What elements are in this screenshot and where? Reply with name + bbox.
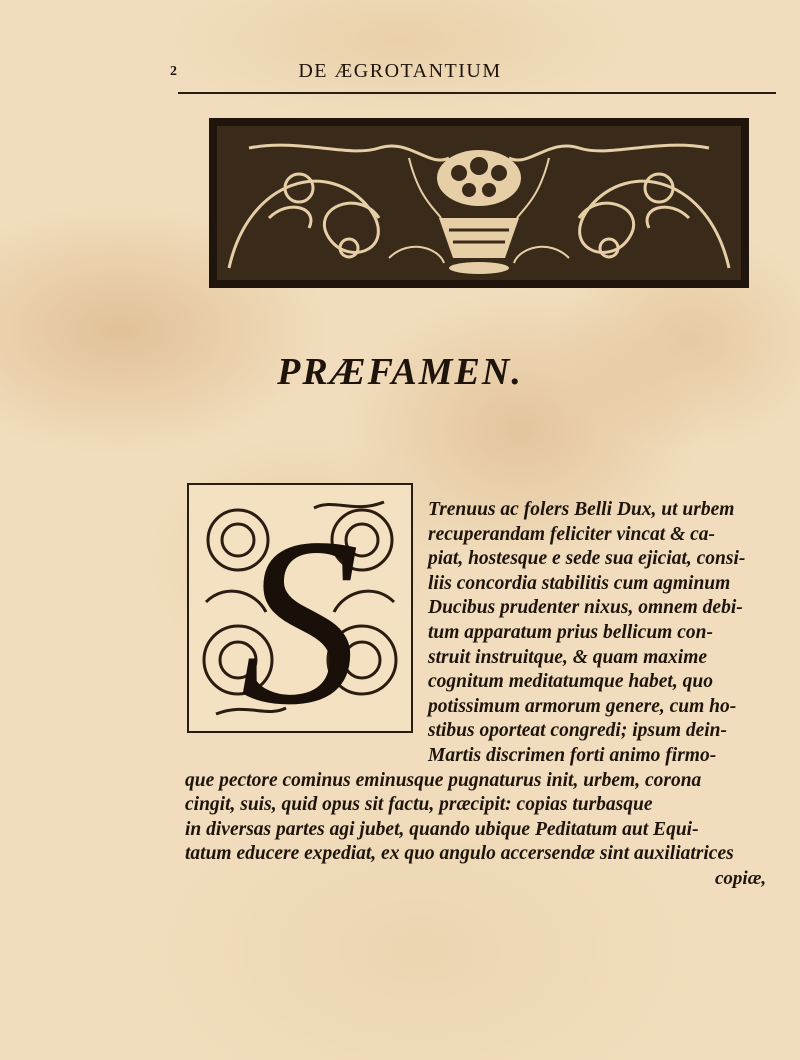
text-line: Martis discrimen forti animo firmo- — [428, 745, 717, 766]
text-line: copiæ, — [715, 868, 767, 889]
text-line: recuperandam feliciter vincat & ca- — [428, 523, 716, 545]
text-line: que pectore cominus eminusque pugnaturus init, urbem, corona — [185, 769, 702, 791]
text-line: cognitum meditatumque habet, quo — [428, 671, 713, 693]
decorated-initial-s — [186, 482, 414, 734]
text-line: struit instruitque, & quam maxime — [428, 646, 708, 668]
text-line: potissimum armorum genere, cum ho- — [428, 695, 737, 717]
text-line: liis concordia stabilitis cum agminum — [428, 572, 731, 594]
text-line: stibus oporteat congredi; ipsum dein- — [428, 720, 728, 742]
initial-letter: S — [240, 488, 360, 734]
header-rule — [178, 92, 776, 94]
text-line: cingit, suis, quid opus sit factu, præcipit: copias turbasque — [185, 794, 653, 816]
running-head: DE ÆGROTANTIUM — [298, 60, 502, 82]
ornamental-headpiece — [209, 118, 749, 288]
text-line: tum apparatum prius bellicum con- — [428, 622, 713, 643]
text-line: Trenuus ac folers Belli Dux, ut urbem — [428, 499, 735, 520]
text-line: tatum educere expediat, ex quo angulo accersendæ sint auxiliatrices — [185, 843, 734, 865]
text-line: in diversas partes agi jubet, quando ubique Peditatum aut Equi- — [185, 818, 699, 840]
text-line: Ducibus prudenter nixus, omnem debi- — [428, 597, 743, 619]
section-title: PRÆFAMEN. — [277, 351, 523, 393]
text-line: piat, hostesque e sede sua ejiciat, consi- — [428, 548, 746, 570]
page-number: 2 — [170, 64, 177, 79]
